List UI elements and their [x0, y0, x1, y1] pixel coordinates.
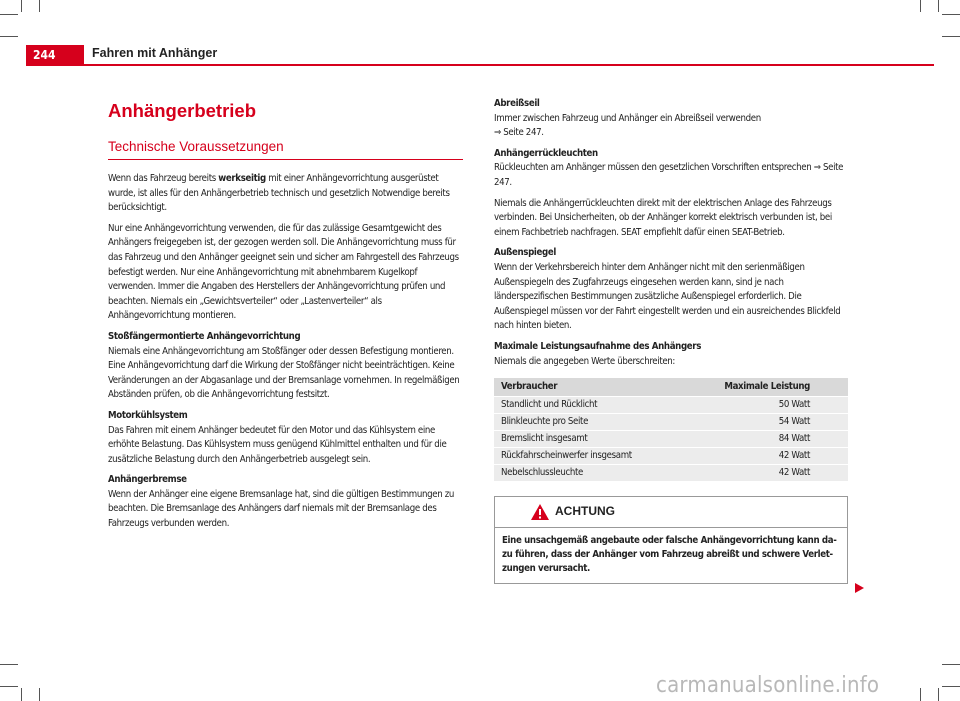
warning-box	[494, 496, 848, 584]
crop-mark	[21, 0, 22, 12]
crop-mark	[942, 36, 960, 37]
power-table	[494, 378, 848, 481]
heading-lights: Anhängerrückleuchten	[494, 147, 598, 159]
table-cell: Standlicht und Rücklicht	[494, 397, 680, 414]
crop-mark	[942, 686, 960, 687]
heading-brake: Anhängerbremse	[108, 474, 187, 486]
page-reference-link[interactable]: ⇒ Seite 247.	[494, 162, 844, 188]
warning-triangle-icon	[530, 503, 550, 527]
right-column	[494, 97, 848, 584]
table-cell: Nebelschlussleuchte	[494, 465, 680, 482]
lights-paragraph-2: Niemals die Anhängerrückleuchten direkt mit der elektrischen Anlage des Fahrzeugs verbinden. Bei Unsicherheiten, ob der Anhänger korrekt elektrisch verbunden ist, bei einem Fachbetrieb nachfragen. SEAT empfiehlt dafür einen SEAT-Betrieb.	[494, 197, 832, 238]
chapter-title: Fahren mit Anhänger	[92, 46, 218, 60]
table-cell: 84 Watt	[680, 431, 848, 448]
crop-mark	[0, 664, 18, 665]
page-reference-link[interactable]: ⇒ Seite 247.	[494, 127, 544, 139]
table-cell: Bremslicht insgesamt	[494, 431, 680, 448]
warning-text: Eine unsachgemäß angebaute oder falsche Anhängevorrichtung kann dazu führen, dass der Anhänger vom Fahrzeug abreißt und schwere Verletzungen verursacht.	[495, 527, 847, 583]
crop-mark	[920, 688, 921, 701]
table-row	[494, 414, 848, 431]
crop-mark	[920, 0, 921, 12]
crop-mark	[39, 688, 40, 701]
bumper-paragraph: Niemals eine Anhängevorrichtung am Stoßfänger oder dessen Befestigung montieren. Eine Anhängevorrichtung darf die Wirkung der Stoßfänger nicht beeinträchtigen. Keine Veränderungen an der Abgasanlage und der Bremsanlage vornehmen. In regelmäßigen Abständen prüfen, ob die Anhängevorrichtung festsitzt.	[108, 345, 460, 401]
table-cell: Rückfahrscheinwerfer insgesamt	[494, 448, 680, 465]
header-rule	[26, 64, 934, 66]
left-column	[108, 100, 463, 538]
subsection-title: Technische Voraussetzungen	[108, 139, 463, 160]
hitch-paragraph: Nur eine Anhängevorrichtung verwenden, die für das zulässige Gesamtgewicht des Anhängers freigegeben ist, der gezogen werden soll. Die Anhängevorrichtung muss für das Fahrzeug und den Anhänger geeignet sein und sicher am Fahrgestell des Fahrzeugs befestigt werden. Nur eine Anhängevorrichtung mit abnehmbarem Kugelkopf verwenden. Immer die Angaben des Herstellers der Anhängevorrichtung prüfen und beachten. Niemals ein „Gewichtsverteiler“ oder „Lastenverteiler“ als Anhängevorrichtung montieren.	[108, 222, 459, 322]
cooling-paragraph: Das Fahren mit einem Anhänger bedeutet für den Motor und das Kühlsystem eine erhöhte Belastung. Das Kühlsystem muss genügend Kühlmittel enthalten und für die zusätzliche Belastung durch den Anhängerbetrieb ausgelegt sein.	[108, 424, 447, 465]
warning-header	[495, 497, 847, 527]
crop-mark	[938, 0, 939, 12]
table-cell: 42 Watt	[680, 448, 848, 465]
power-paragraph: Niemals die angegeben Werte überschreiten:	[494, 355, 675, 367]
cable-paragraph: Immer zwischen Fahrzeug und Anhänger ein Abreißseil verwenden ⇒ Seite 247.	[494, 112, 761, 139]
heading-cable: Abreißseil	[494, 98, 540, 109]
watermark: carmanualsonline.info	[656, 673, 880, 698]
page-number: 244	[26, 45, 84, 66]
heading-bumper: Stoßfängermontierte Anhängevorrichtung	[108, 330, 301, 342]
heading-power: Maximale Leistungsaufnahme des Anhängers	[494, 340, 701, 352]
section-title: Anhängerbetrieb	[108, 100, 257, 121]
table-row	[494, 431, 848, 448]
warning-title: ACHTUNG	[555, 504, 615, 519]
heading-mirror: Außenspiegel	[494, 247, 556, 259]
crop-mark	[942, 14, 960, 15]
table-row	[494, 397, 848, 414]
table-cell: 54 Watt	[680, 414, 848, 431]
table-header-power: Maximale Leistung	[680, 378, 848, 397]
crop-mark	[0, 36, 18, 37]
crop-mark	[942, 664, 960, 665]
table-header-consumer: Verbraucher	[494, 378, 680, 397]
crop-mark	[0, 686, 18, 687]
intro-emphasis: werkseitig	[218, 173, 266, 184]
mirror-paragraph: Wenn der Verkehrsbereich hinter dem Anhänger nicht mit den serienmäßigen Außenspiegeln des Zugfahrzeugs eingesehen werden kann, sind je nach länderspezifischen Bestimmungen zusätzliche Außenspiegel erforderlich. Die Außenspiegel müssen vor der Fahrt eingestellt werden und ein ausreichendes Blickfeld nach hinten bieten.	[494, 261, 841, 332]
continue-arrow-icon	[855, 578, 864, 597]
table-row	[494, 465, 848, 482]
table-cell: 42 Watt	[680, 465, 848, 482]
table-header-row	[494, 378, 848, 397]
lights-paragraph: Rückleuchten am Anhänger müssen den gesetzlichen Vorschriften entsprechen ⇒ Seite 247.	[494, 162, 844, 188]
table-cell: Blinkleuchte pro Seite	[494, 414, 680, 431]
brake-paragraph: Wenn der Anhänger eine eigene Bremsanlage hat, sind die gültigen Bestimmungen zu beachten. Die Bremsanlage des Anhängers darf niemals mit der Bremsanlage des Fahrzeugs verbunden werden.	[108, 488, 455, 530]
crop-mark	[21, 688, 22, 701]
heading-cooling: Motorkühlsystem	[108, 409, 188, 421]
crop-mark	[39, 0, 40, 12]
table-row	[494, 448, 848, 465]
crop-mark	[938, 688, 939, 701]
table-cell: 50 Watt	[680, 397, 848, 414]
intro-paragraph: Wenn das Fahrzeug bereits werkseitig mit einer Anhängevorrichtung ausgerüstet wurde, ist alles für den Anhängerbetrieb technisch und gesetzlich Notwendige bereits berücksichtigt.	[108, 173, 450, 214]
crop-mark	[0, 14, 18, 15]
